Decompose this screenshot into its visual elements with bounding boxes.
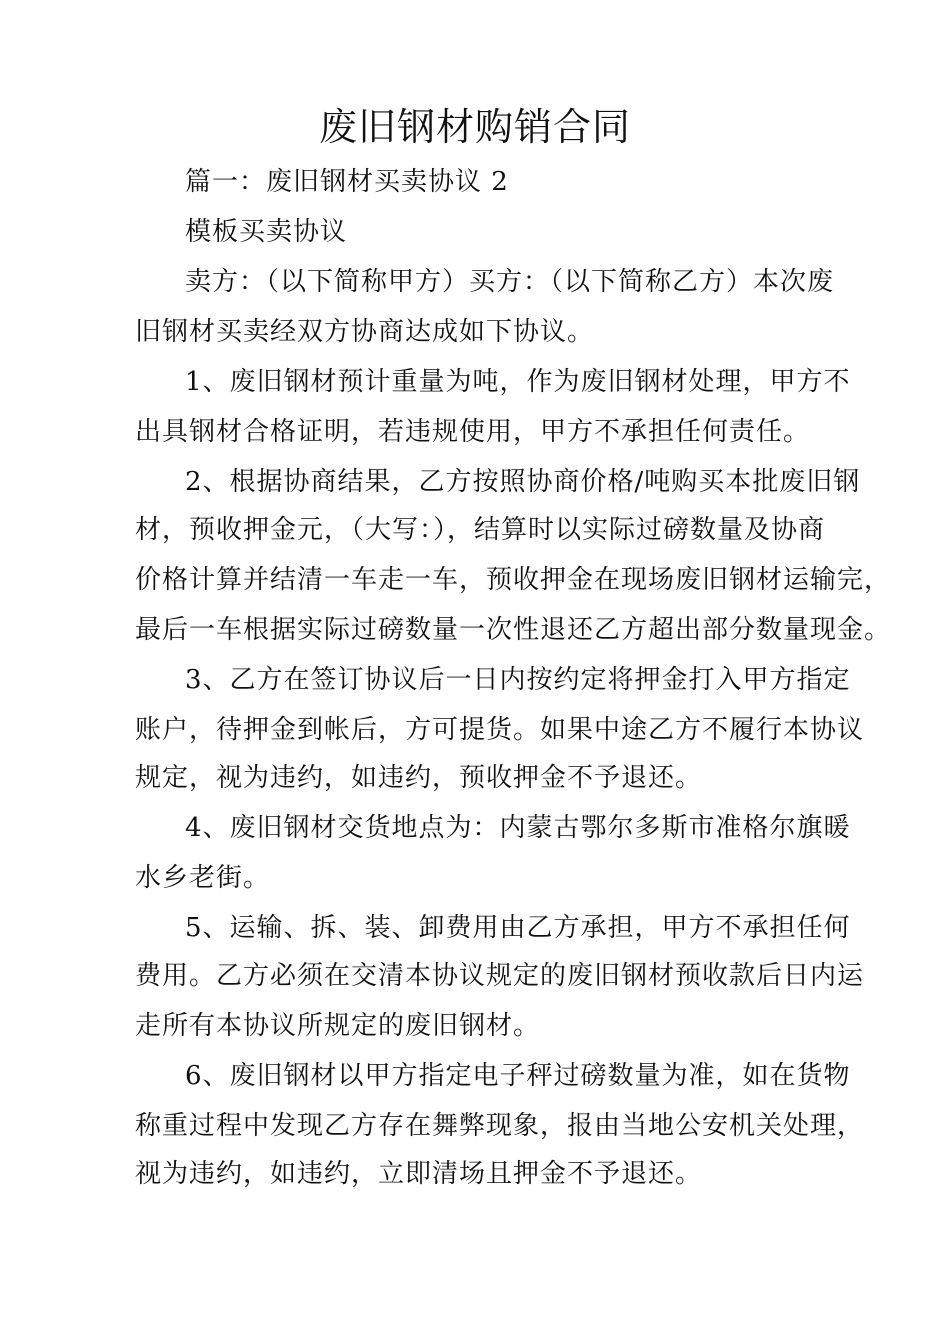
clause-2-line: 价格计算并结清一车走一车，预收押金在现场废旧钢材运输完， xyxy=(135,565,892,595)
clause-6-line: 6、废旧钢材以甲方指定电子秤过磅数量为准，如在货物 xyxy=(185,1061,851,1091)
clause-1-line: 出具钢材合格证明，若违规使用，甲方不承担任何责任。 xyxy=(135,417,811,447)
clause-3-line: 账户，待押金到帐后，方可提货。如果中途乙方不履行本协议 xyxy=(135,715,865,745)
clause-6-line: 称重过程中发现乙方存在舞弊现象，报由当地公安机关处理， xyxy=(135,1111,865,1141)
clause-5-line: 走所有本协议所规定的废旧钢材。 xyxy=(135,1011,541,1041)
clause-2-line: 最后一车根据实际过磅数量一次性退还乙方超出部分数量现金。 xyxy=(135,615,892,645)
document-title: 废旧钢材购销合同 xyxy=(318,105,631,149)
paragraph-line: 旧钢材买卖经双方协商达成如下协议。 xyxy=(135,317,595,347)
clause-6-line: 视为违约，如违约，立即清场且押金不予退还。 xyxy=(135,1159,703,1189)
subtitle-line: 篇一：废旧钢材买卖协议 2 xyxy=(185,167,509,197)
clause-5-line: 5、运输、拆、装、卸费用由乙方承担，甲方不承担任何 xyxy=(185,913,851,943)
paragraph-line: 卖方：（以下简称甲方）买方：（以下简称乙方）本次废 xyxy=(185,267,835,297)
clause-4-line: 水乡老街。 xyxy=(135,863,271,893)
template-heading-line: 模板买卖协议 xyxy=(185,217,348,247)
clause-3-line: 3、乙方在签订协议后一日内按约定将押金打入甲方指定 xyxy=(185,665,851,695)
clause-4-line: 4、废旧钢材交货地点为：内蒙古鄂尔多斯市准格尔旗暖 xyxy=(185,813,851,843)
clause-5-line: 费用。乙方必须在交清本协议规定的废旧钢材预收款后日内运 xyxy=(135,961,865,991)
clause-2-line: 材，预收押金元，（大写：），结算时以实际过磅数量及协商 xyxy=(135,515,826,545)
clause-3-line: 规定，视为违约，如违约，预收押金不予退还。 xyxy=(135,763,703,793)
clause-1-line: 1、废旧钢材预计重量为吨，作为废旧钢材处理，甲方不 xyxy=(185,367,851,397)
clause-2-line: 2、根据协商结果，乙方按照协商价格/吨购买本批废旧钢 xyxy=(185,467,861,497)
